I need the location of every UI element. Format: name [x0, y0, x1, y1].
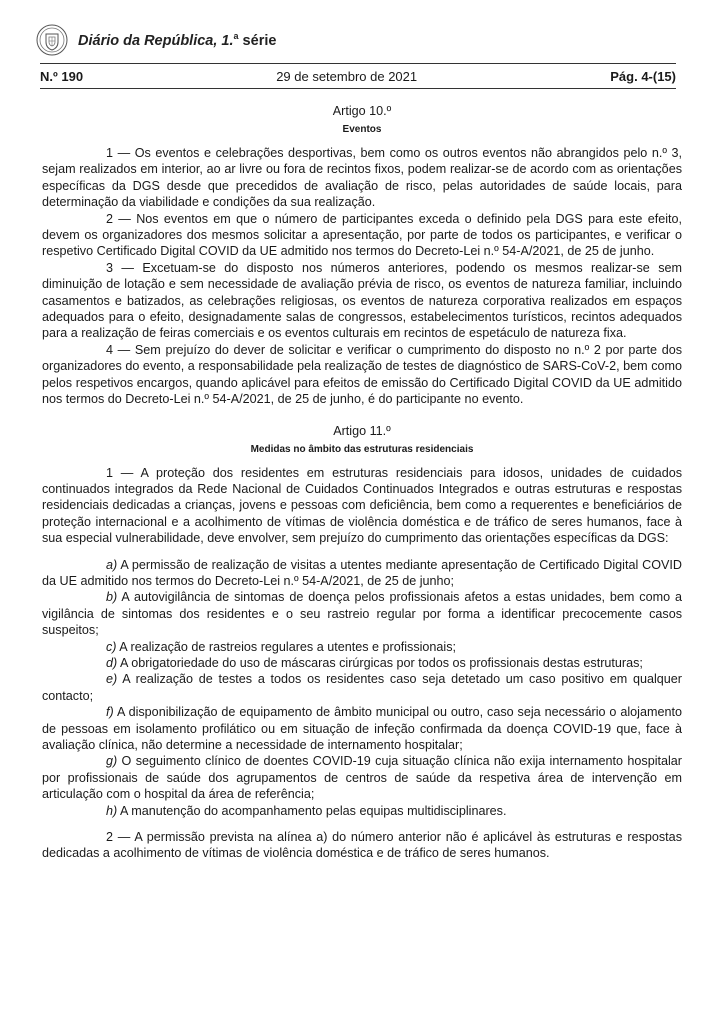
article-10-paragraph-1: 1 — Os eventos e celebrações desportivas, bem como os outros eventos não abrangidos pelo n.º 3, sejam realizados em interior, ao ar livre ou fora de recintos fixos, podem realizar-se de acordo com as orientações específicas da DGS desde que precedidos de avaliação de risco, pelas autoridades de saúde locais, para determinação da viabilidade e condições da sua realização. [42, 146, 682, 210]
article-11-intro: 1 — A proteção dos residentes em estruturas residenciais para idosos, unidades de cuidados continuados integrados da Rede Nacional de Cuidados Continuados Integrados e outras estruturas e respostas residenciais dedicadas a crianças, jovens e pessoas com deficiência, bem como a requerentes e beneficiários de proteção internacional e a acolhimento de vítimas de violência doméstica e de tráfico de seres humanos, face à sua especial vulnerabilidade, deve envolver, sem prejuízo do cumprimento das orientações específicas da DGS: [42, 465, 682, 546]
issue-date: 29 de setembro de 2021 [276, 68, 418, 84]
alinea-a: a) A permissão de realização de visitas a utentes mediante apresentação de Certificado Digital COVID da UE admitido nos termos do Decreto-Lei n.º 54-A/2021, de 25 de junho; [42, 557, 682, 588]
alinea-c: c) A realização de rastreios regulares a utentes e profissionais; [106, 639, 457, 654]
article-10-paragraph-4: 4 — Sem prejuízo do dever de solicitar e verificar o cumprimento do disposto no n.º 2 por parte dos organizadores do evento, a responsabilidade pela realização de testes de diagnóstico de SARS-CoV-2, bem como pelos respetivos encargos, quando aplicável para efeitos de emissão do Certificado Digital COVID da UE admitido nos termos do Decreto-Lei n.º 54-A/2021, de 25 de junho, é do participante no evento. [42, 342, 682, 407]
article-10-title: Artigo 10.º [332, 104, 392, 118]
document-body [42, 104, 682, 862]
article-10-subtitle: Eventos [342, 124, 382, 135]
alinea-d: d) A obrigatoriedade do uso de máscaras cirúrgicas por todos os profissionais destas estruturas; [106, 655, 643, 670]
page-number: Pág. 4-(15) [610, 68, 676, 84]
header-infobar [40, 66, 676, 86]
header-rule-bottom [40, 88, 676, 89]
alinea-e: e) A realização de testes a todos os residentes caso seja detetado um caso positivo em qualquer contacto; [42, 672, 682, 703]
alinea-h: h) A manutenção do acompanhamento pelas equipas multidisciplinares. [106, 803, 507, 818]
alinea-g: g) O seguimento clínico de doentes COVID-19 cuja situação clínica não exija internamento hospitalar por profissionais de saúde dos agrupamentos de centros de saúde da respetiva área de intervenção em articulação com o hospital da área de referência; [42, 754, 682, 802]
header-rule-top [40, 63, 676, 64]
republic-seal-icon [36, 24, 68, 56]
article-11-paragraph-2: 2 — A permissão prevista na alínea a) do número anterior não é aplicável às estruturas e respostas dedicadas a acolhimento de vítimas de violência doméstica e de tráfico de seres humanos. [42, 830, 682, 861]
alinea-b: b) A autovigilância de sintomas de doença pelos profissionais afetos a estas unidades, bem como a vigilância de sintomas dos residentes e o seu rastreio regular por forma a identificar precocemente casos suspeitos; [42, 590, 682, 638]
article-10-paragraph-2: 2 — Nos eventos em que o número de participantes exceda o definido pela DGS para este efeito, devem os organizadores dos mesmos solicitar a apresentação, por parte de todos os participantes, e verificar o respetivo Certificado Digital COVID da UE admitido nos termos do Decreto-Lei n.º 54-A/2021, de 25 de junho. [42, 211, 682, 259]
masthead [36, 22, 276, 58]
article-11-title: Artigo 11.º [333, 423, 391, 438]
alinea-f: f) A disponibilização de equipamento de âmbito municipal ou outro, caso seja necessário o alojamento de pessoas em isolamento profilático ou em situação de infeção confirmada da doença COVID-19 que, face à avaliação clínica, não determine a necessidade de internamento hospitalar; [42, 705, 682, 752]
journal-title: Diário da República, 1.$^a$ série [78, 31, 277, 49]
issue-number: N.º 190 [40, 68, 84, 84]
article-10-paragraph-3: 3 — Excetuam-se do disposto nos números anteriores, podendo os mesmos realizar-se sem diminuição de lotação e sem necessidade de avaliação prévia de risco, os eventos de natureza familiar, incluindo casamentos e batizados, as celebrações religiosas, os eventos de natureza corporativa realizados em espaços adequados para o efeito, designadamente salas de congressos, estabelecimentos turísticos, recintos adequados para a realização de feiras comerciais e os eventos culturais em recintos de espetáculo de natureza fixa. [42, 260, 682, 341]
article-11-subtitle: Medidas no âmbito das estruturas residenciais [250, 443, 474, 455]
